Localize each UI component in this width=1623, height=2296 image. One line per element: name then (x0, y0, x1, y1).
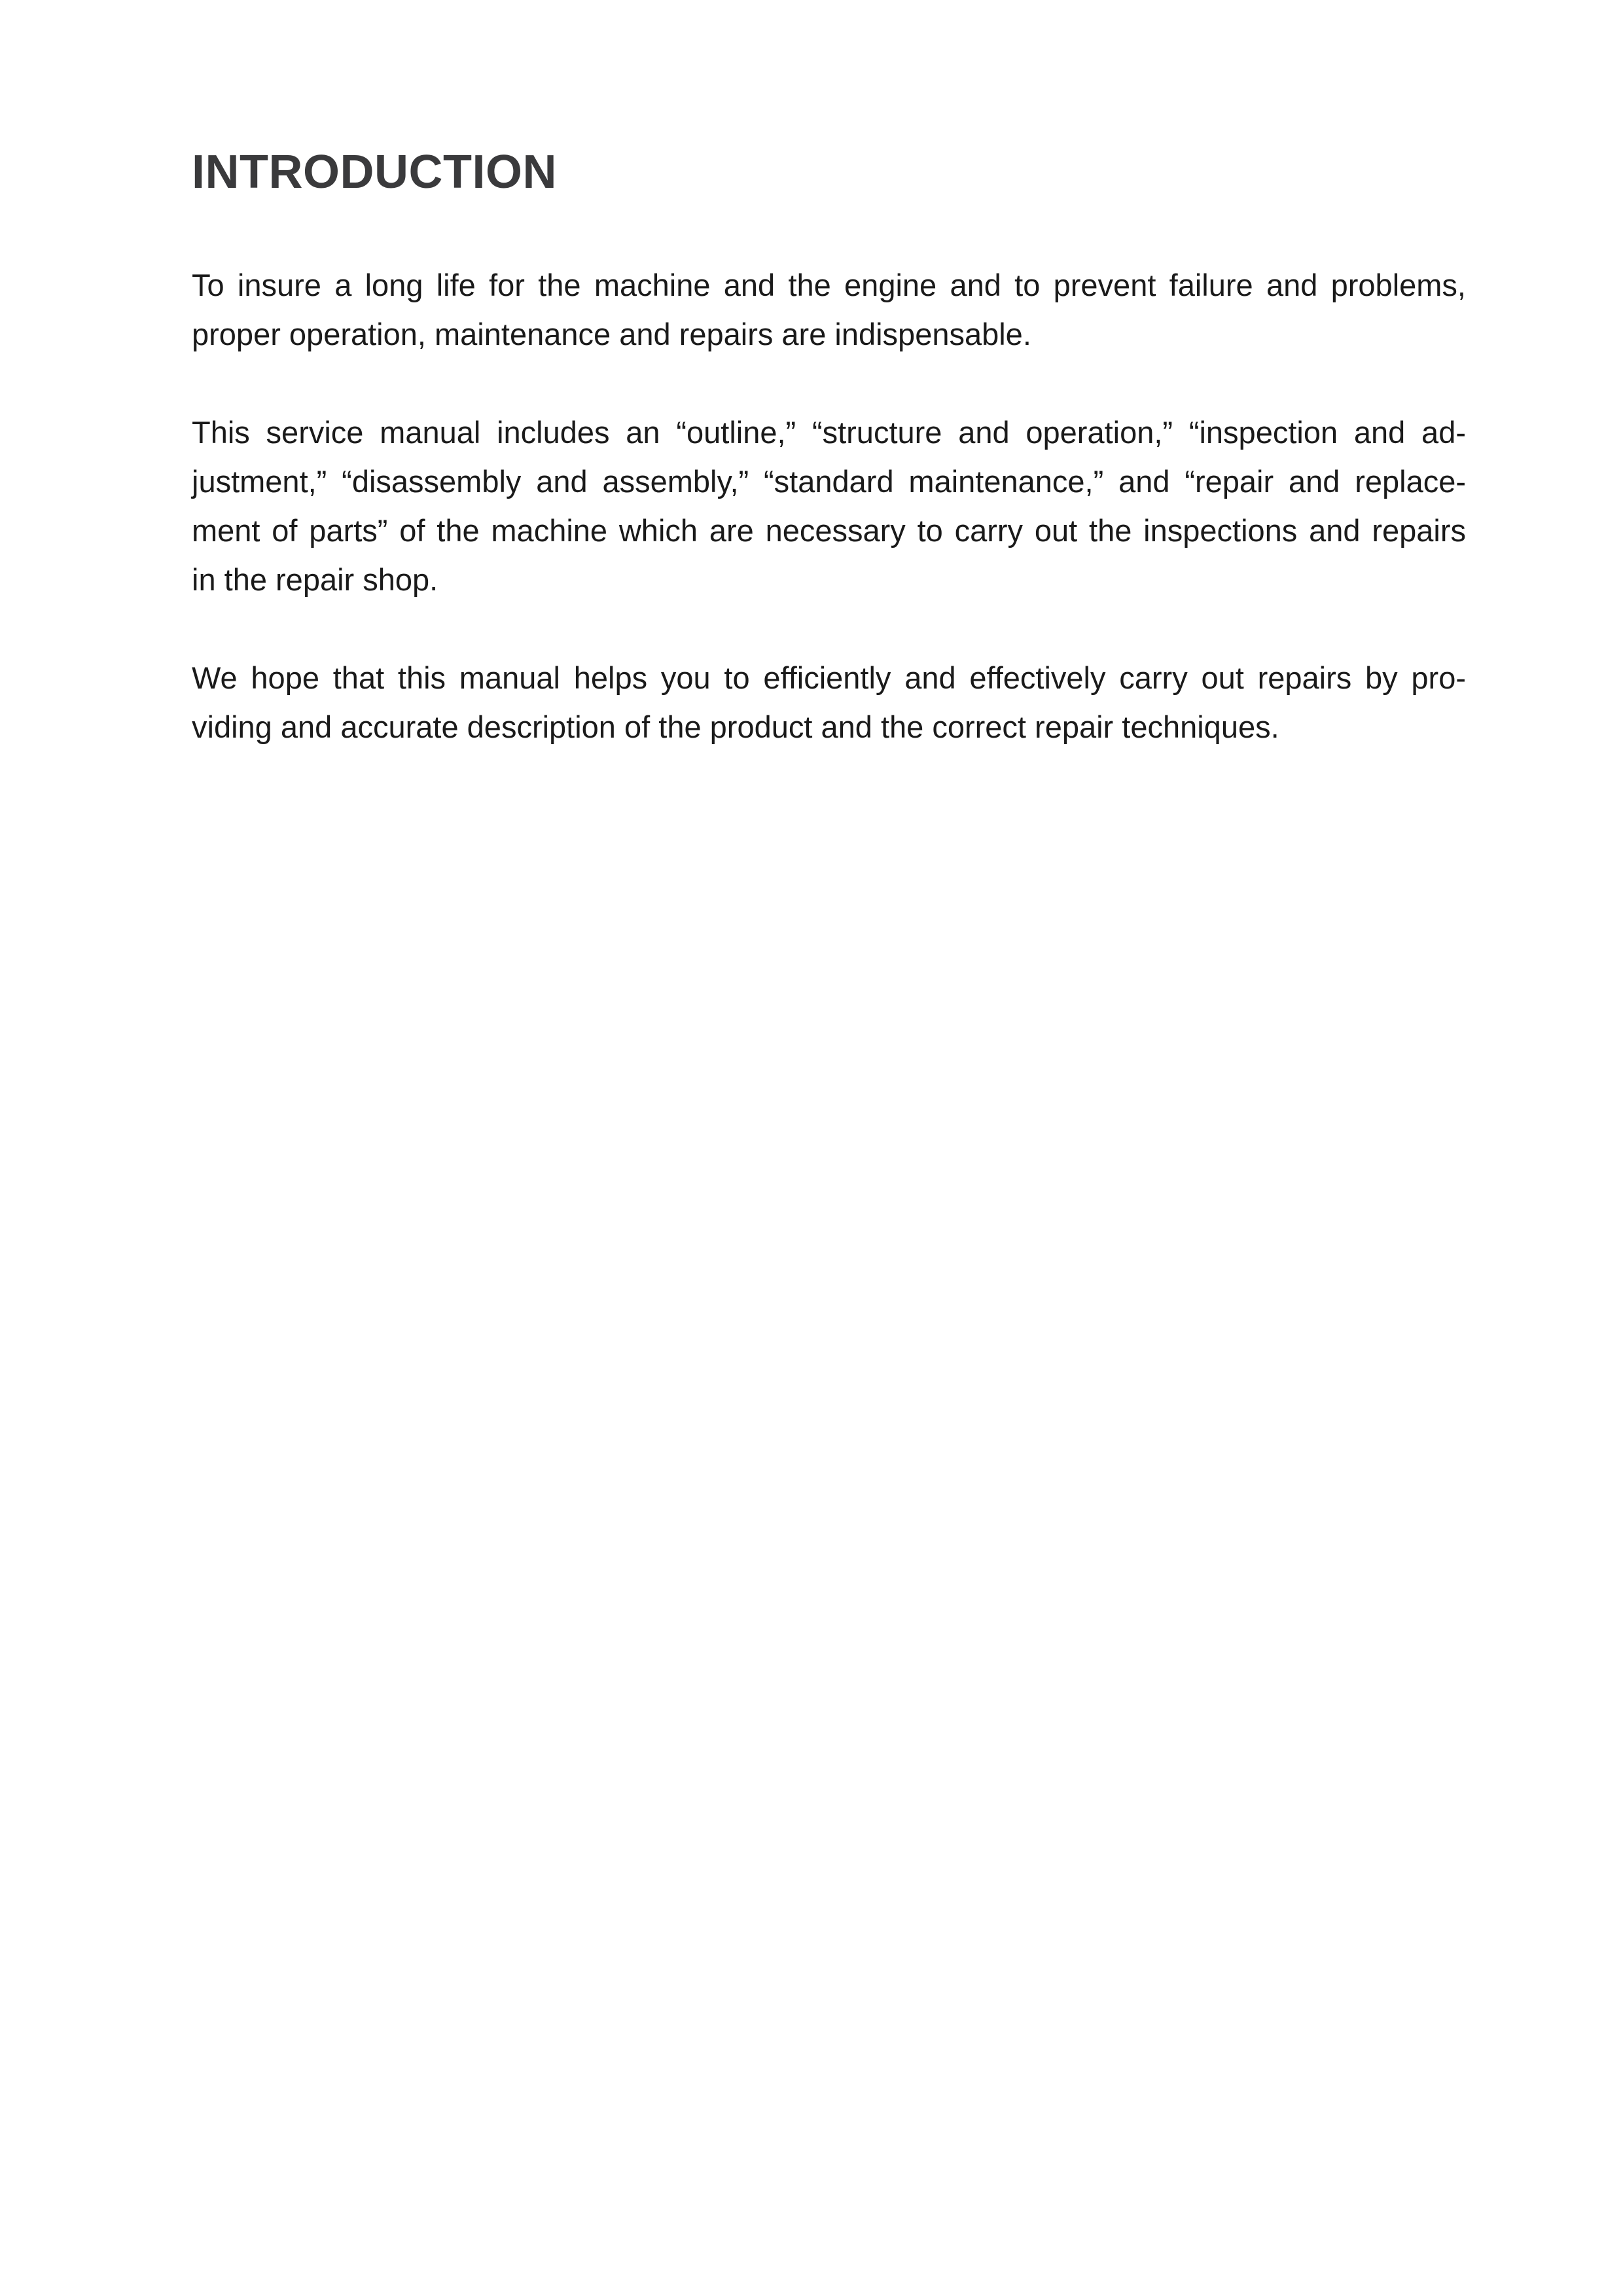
paragraph (192, 408, 1466, 604)
paragraph (192, 260, 1466, 359)
text-line: justment,” “disassembly and assembly,” “standard maintenance,” and “repair and replace- (192, 464, 1466, 499)
document-body (192, 260, 1466, 751)
text-line: viding and accurate description of the product and the correct repair techniques. (192, 709, 1279, 744)
text-line: proper operation, maintenance and repairs are indispensable. (192, 317, 1031, 351)
text-line: ment of parts” of the machine which are necessary to carry out the inspections and repairs (192, 513, 1466, 548)
paragraph (192, 653, 1466, 751)
text-line: in the repair shop. (192, 562, 438, 597)
page-title: INTRODUCTION (192, 146, 557, 198)
text-line: This service manual includes an “outline,” “structure and operation,” “inspection and ad- (192, 415, 1466, 450)
text-line: We hope that this manual helps you to efficiently and effectively carry out repairs by pro- (192, 660, 1466, 695)
text-line: To insure a long life for the machine and the engine and to prevent failure and problems, (192, 268, 1466, 302)
